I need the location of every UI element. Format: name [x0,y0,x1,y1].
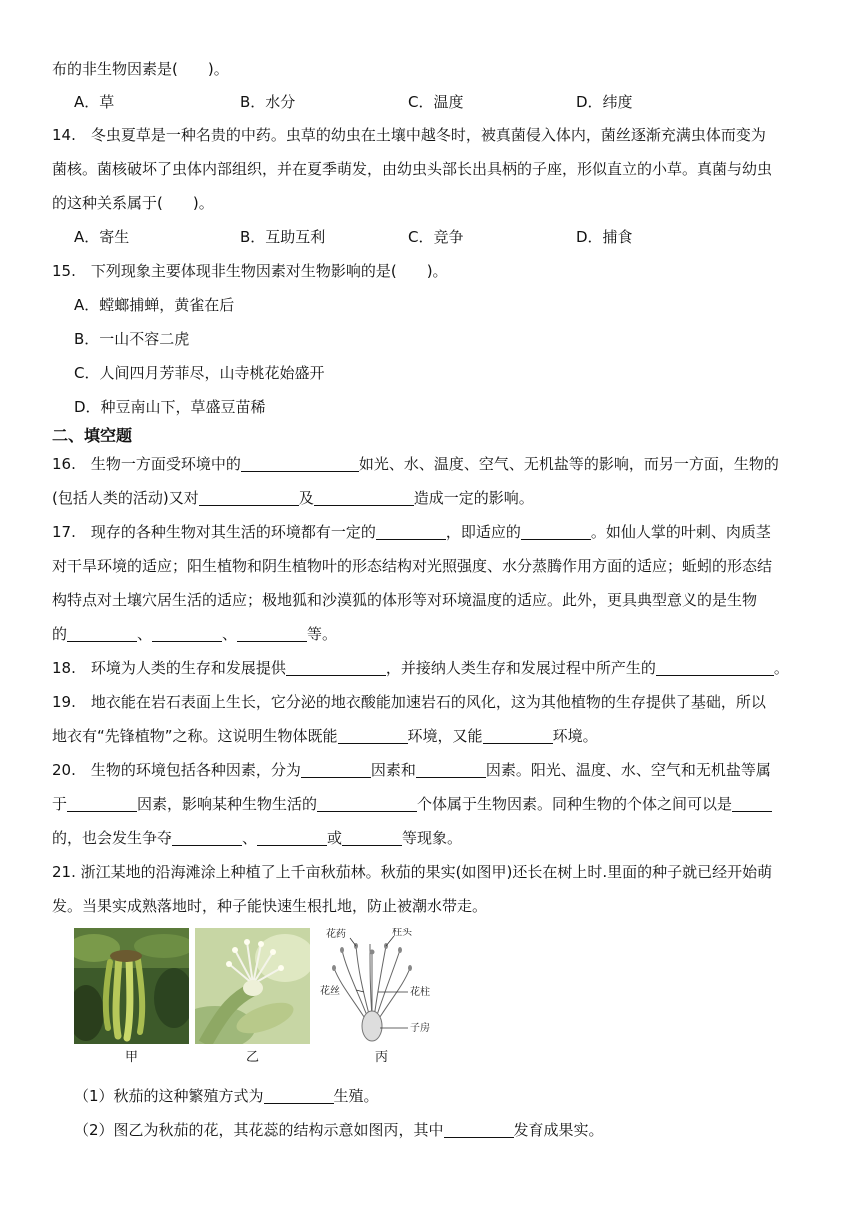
fruit-image [74,928,189,1044]
label-ovary: 子房 [410,1023,430,1034]
q21-sub2-text-a: （2）图乙为秋茄的花，其花蕊的结构示意如图丙，其中 [74,1121,444,1139]
q20-text-b: 因素和 [370,761,416,779]
q20-text-c: 因素。阳光、温度、水、空气和无机盐等属 [485,761,771,779]
q17-blank-3[interactable] [67,625,137,642]
q18-line [52,657,789,679]
q21-figures [74,928,494,1068]
q13-option-b[interactable]: B．水分 [240,93,296,111]
q20-blank-6[interactable] [172,829,242,846]
q20-text-j: 等现象。 [402,829,463,847]
q20-line-2 [52,793,772,815]
q14-option-a[interactable]: A．寄生 [74,228,130,246]
q16-text-c: (包括人类的活动)又对 [52,489,199,507]
q13-option-c[interactable]: C．温度 [408,93,464,111]
label-anther: 花药 [326,929,346,940]
q18-text-c: 。 [773,659,789,677]
q21-sub-1 [74,1085,379,1107]
q16-blank-3[interactable] [314,489,414,506]
section-heading: 二、填空题 [52,426,133,445]
q17-text-g: 等。 [307,625,338,643]
flower-image [195,928,310,1044]
q20-text-e: 因素，影响某种生物生活的 [137,795,318,813]
q17-text-a: 17. 现存的各种生物对其生活的环境都有一定的 [52,523,376,541]
q20-text-a: 20. 生物的环境包括各种因素，分为 [52,761,301,779]
q21-sub1-text-b: 生殖。 [333,1087,379,1105]
q20-blank-1[interactable] [301,761,371,778]
q20-blank-4[interactable] [317,795,417,812]
q19-line-2 [52,725,598,747]
q14-line-3: 的这种关系属于( )。 [52,194,214,212]
q19-blank-1[interactable] [338,727,408,744]
figure-label-jia: 甲 [124,1050,138,1065]
q16-blank-1[interactable] [241,455,359,472]
q14-option-c[interactable]: C．竞争 [408,228,464,246]
q14-options [52,226,812,248]
q14-line-1: 14. 冬虫夏草是一种名贵的中药。虫草的幼虫在土壤中越冬时，被真菌侵入体内，菌丝逐渐充满虫体而变为 [52,126,766,144]
q13-option-a[interactable]: A．草 [74,93,115,111]
q21-sub2-text-b: 发育成果实。 [513,1121,604,1139]
q17-blank-1[interactable] [376,523,446,540]
q21-sub1-text-a: （1）秋茄的这种繁殖方式为 [74,1087,264,1105]
q18-blank-2[interactable] [656,659,774,676]
figure-yi-flower-photo [195,928,310,1044]
q15-option-c[interactable]: C．人间四月芳菲尽，山寺桃花始盛开 [74,364,325,382]
q14-option-d[interactable]: D．捕食 [576,228,633,246]
q16-line-1 [52,453,779,475]
q17-line-1 [52,521,771,543]
q18-text-a: 18. 环境为人类的生存和发展提供 [52,659,286,677]
figure-label-yi: 乙 [245,1050,259,1065]
q16-text-d: 及 [298,489,314,507]
q16-text-a: 16. 生物一方面受环境中的 [52,455,241,473]
q17-line-3: 构特点对土壤穴居生活的适应；极地狐和沙漠狐的体形等对环境温度的适应。此外，更具典型意义的是生物 [52,591,758,609]
q14-line-2: 菌核。菌核破坏了虫体内部组织，并在夏季萌发，由幼虫头部长出具柄的子座，形似直立的小草。真菌与幼虫 [52,160,773,178]
q18-text-b: ，并接纳人类生存和发展过程中所产生的 [385,659,656,677]
q17-line-2: 对干旱环境的适应；阳生植物和阴生植物叶的形态结构对光照强度、水分蒸腾作用方面的适应；蚯蚓的形态结 [52,557,773,575]
q15-option-a[interactable]: A．螳螂捕蝉，黄雀在后 [74,296,235,314]
q17-blank-2[interactable] [521,523,591,540]
q15-stem: 15. 下列现象主要体现非生物因素对生物影响的是( )。 [52,262,448,280]
q17-text-f: 、 [222,625,238,643]
q17-blank-4[interactable] [152,625,222,642]
q19-blank-2[interactable] [483,727,553,744]
q16-blank-2[interactable] [199,489,299,506]
q20-blank-2[interactable] [416,761,486,778]
stamen-pistil-diagram [316,928,456,1044]
q13-stem-tail: 布的非生物因素是( )。 [52,60,229,78]
label-stigma: 柱头 [392,928,412,938]
q14-option-b[interactable]: B．互助互利 [240,228,326,246]
q20-text-i: 或 [327,829,343,847]
figure-label-bing: 丙 [374,1050,388,1065]
label-filament: 花丝 [320,986,340,997]
q20-text-g: 的，也会发生争夺 [52,829,173,847]
q16-text-b: 如光、水、温度、空气、无机盐等的影响，而另一方面，生物的 [358,455,779,473]
q20-line-1 [52,759,771,781]
q17-text-b: ，即适应的 [445,523,521,541]
q21-line-1: 21. 浙江某地的沿海滩涂上种植了上千亩秋茄林。秋茄的果实(如图甲)还长在树上时.里面的种子就已经开始萌 [52,863,773,881]
q19-text-b: 环境，又能 [407,727,483,745]
q17-blank-5[interactable] [237,625,307,642]
q17-line-4 [52,623,337,645]
q15-option-d[interactable]: D．种豆南山下，草盛豆苗稀 [74,398,266,416]
q18-blank-1[interactable] [286,659,386,676]
q16-line-2 [52,487,534,509]
q20-blank-8[interactable] [342,829,402,846]
q16-text-e: 造成一定的影响。 [413,489,534,507]
q20-blank-5[interactable] [732,795,772,812]
q21-blank-1[interactable] [264,1087,334,1104]
figure-jia-fruit-photo [74,928,189,1044]
label-style: 花柱 [410,987,430,998]
q20-text-f: 个体属于生物因素。同种生物的个体之间可以是 [417,795,733,813]
q20-line-3 [52,827,462,849]
q19-text-a: 地衣有“先锋植物”之称。这说明生物体既能 [52,727,338,745]
q20-blank-3[interactable] [67,795,137,812]
q20-blank-7[interactable] [257,829,327,846]
q15-option-b[interactable]: B．一山不容二虎 [74,330,190,348]
q20-text-h: 、 [242,829,258,847]
q20-text-d: 于 [52,795,68,813]
q21-line-2: 发。当果实成熟落地时，种子能快速生根扎地，防止被潮水带走。 [52,897,488,915]
q19-line-1: 19. 地衣能在岩石表面上生长，它分泌的地衣酸能加速岩石的风化，这为其他植物的生存提供了基础，所以 [52,693,766,711]
q17-text-e: 、 [137,625,153,643]
q21-blank-2[interactable] [444,1121,514,1138]
q19-text-c: 环境。 [552,727,598,745]
q17-text-d: 的 [52,625,68,643]
figure-bing-diagram [316,928,456,1044]
q13-options [52,91,812,113]
q21-sub-2 [74,1119,604,1141]
q13-option-d[interactable]: D．纬度 [576,93,633,111]
q17-text-c: 。如仙人掌的叶刺、肉质茎 [590,523,771,541]
